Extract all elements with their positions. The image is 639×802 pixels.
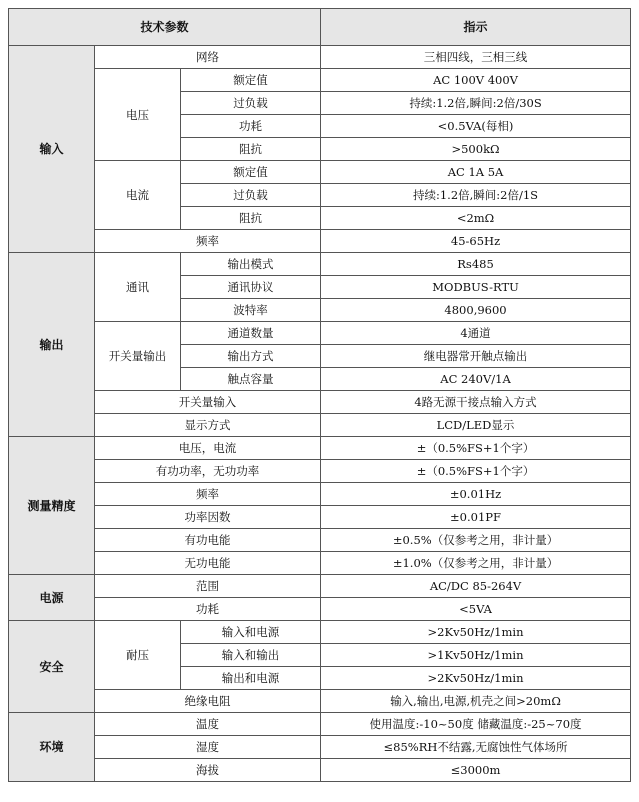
row-value: <5VA bbox=[321, 598, 631, 621]
sub-group-comm: 通讯 bbox=[95, 253, 181, 322]
table-row bbox=[9, 506, 631, 529]
row-value: >1Kv50Hz/1min bbox=[321, 644, 631, 667]
table-row bbox=[9, 713, 631, 736]
row-label: 输出和电源 bbox=[181, 667, 321, 690]
table-row bbox=[9, 575, 631, 598]
table-row bbox=[9, 460, 631, 483]
row-label: 无功电能 bbox=[95, 552, 321, 575]
row-value: 4通道 bbox=[321, 322, 631, 345]
row-label: 网络 bbox=[95, 46, 321, 69]
table-header-row bbox=[9, 9, 631, 46]
table-row bbox=[9, 230, 631, 253]
row-label: 范围 bbox=[95, 575, 321, 598]
row-value: MODBUS-RTU bbox=[321, 276, 631, 299]
row-label: 过负载 bbox=[181, 92, 321, 115]
row-value: >500kΩ bbox=[321, 138, 631, 161]
row-value: ≤3000m bbox=[321, 759, 631, 782]
row-value: 持续:1.2倍,瞬间:2倍/30S bbox=[321, 92, 631, 115]
row-value: 三相四线，三相三线 bbox=[321, 46, 631, 69]
row-value: ±0.5%（仅参考之用，非计量） bbox=[321, 529, 631, 552]
row-label: 温度 bbox=[95, 713, 321, 736]
row-label: 频率 bbox=[95, 483, 321, 506]
row-value: 输入,输出,电源,机壳之间>20mΩ bbox=[321, 690, 631, 713]
row-value: Rs485 bbox=[321, 253, 631, 276]
table-row bbox=[9, 736, 631, 759]
row-value: ≤85%RH不结露,无腐蚀性气体场所 bbox=[321, 736, 631, 759]
sub-group-withstand: 耐压 bbox=[95, 621, 181, 690]
sub-group-switch-out: 开关量输出 bbox=[95, 322, 181, 391]
table-row bbox=[9, 598, 631, 621]
row-label: 输入和电源 bbox=[181, 621, 321, 644]
row-label: 输出方式 bbox=[181, 345, 321, 368]
row-value: 继电器常开触点输出 bbox=[321, 345, 631, 368]
row-value: AC 100V 400V bbox=[321, 69, 631, 92]
row-value: <0.5VA(每相) bbox=[321, 115, 631, 138]
row-value: <2mΩ bbox=[321, 207, 631, 230]
row-value: ±（0.5%FS+1个字） bbox=[321, 460, 631, 483]
row-label: 有功电能 bbox=[95, 529, 321, 552]
row-value: >2Kv50Hz/1min bbox=[321, 667, 631, 690]
spec-table bbox=[8, 8, 631, 782]
row-value: ±0.01Hz bbox=[321, 483, 631, 506]
row-value: 4路无源干接点输入方式 bbox=[321, 391, 631, 414]
table-row bbox=[9, 690, 631, 713]
row-label: 功耗 bbox=[95, 598, 321, 621]
table-row bbox=[9, 529, 631, 552]
row-value: ±（0.5%FS+1个字） bbox=[321, 437, 631, 460]
table-row bbox=[9, 253, 631, 276]
row-value: ±0.01PF bbox=[321, 506, 631, 529]
table-row bbox=[9, 161, 631, 184]
row-label: 输入和输出 bbox=[181, 644, 321, 667]
table-row bbox=[9, 759, 631, 782]
group-input: 输入 bbox=[9, 46, 95, 253]
row-value: ±1.0%（仅参考之用，非计量） bbox=[321, 552, 631, 575]
group-accuracy: 测量精度 bbox=[9, 437, 95, 575]
row-value: 使用温度:-10~50度 储藏温度:-25~70度 bbox=[321, 713, 631, 736]
row-label: 电压，电流 bbox=[95, 437, 321, 460]
group-safety: 安全 bbox=[9, 621, 95, 713]
row-label: 通讯协议 bbox=[181, 276, 321, 299]
row-label: 输出模式 bbox=[181, 253, 321, 276]
header-param: 技术参数 bbox=[9, 9, 321, 46]
row-value: 4800,9600 bbox=[321, 299, 631, 322]
table-row bbox=[9, 437, 631, 460]
group-power: 电源 bbox=[9, 575, 95, 621]
row-label: 阻抗 bbox=[181, 207, 321, 230]
row-label: 额定值 bbox=[181, 69, 321, 92]
table-row bbox=[9, 621, 631, 644]
row-label: 频率 bbox=[95, 230, 321, 253]
header-value: 指示 bbox=[321, 9, 631, 46]
row-label: 开关量输入 bbox=[95, 391, 321, 414]
table-row bbox=[9, 46, 631, 69]
row-label: 通道数量 bbox=[181, 322, 321, 345]
row-label: 波特率 bbox=[181, 299, 321, 322]
row-label: 阻抗 bbox=[181, 138, 321, 161]
table-row bbox=[9, 414, 631, 437]
row-value: 持续:1.2倍,瞬间:2倍/1S bbox=[321, 184, 631, 207]
row-label: 绝缘电阻 bbox=[95, 690, 321, 713]
row-label: 额定值 bbox=[181, 161, 321, 184]
sub-group-current: 电流 bbox=[95, 161, 181, 230]
row-value: LCD/LED显示 bbox=[321, 414, 631, 437]
group-output: 输出 bbox=[9, 253, 95, 437]
group-environment: 环境 bbox=[9, 713, 95, 782]
row-value: 45-65Hz bbox=[321, 230, 631, 253]
row-value: AC 240V/1A bbox=[321, 368, 631, 391]
row-label: 过负载 bbox=[181, 184, 321, 207]
row-value: AC/DC 85-264V bbox=[321, 575, 631, 598]
table-row bbox=[9, 69, 631, 92]
sub-group-voltage: 电压 bbox=[95, 69, 181, 161]
row-label: 海拔 bbox=[95, 759, 321, 782]
table-row bbox=[9, 391, 631, 414]
row-label: 有功功率，无功功率 bbox=[95, 460, 321, 483]
table-row bbox=[9, 552, 631, 575]
row-value: AC 1A 5A bbox=[321, 161, 631, 184]
row-label: 触点容量 bbox=[181, 368, 321, 391]
row-label: 湿度 bbox=[95, 736, 321, 759]
row-label: 功率因数 bbox=[95, 506, 321, 529]
row-label: 功耗 bbox=[181, 115, 321, 138]
row-value: >2Kv50Hz/1min bbox=[321, 621, 631, 644]
table-row bbox=[9, 322, 631, 345]
row-label: 显示方式 bbox=[95, 414, 321, 437]
table-row bbox=[9, 483, 631, 506]
